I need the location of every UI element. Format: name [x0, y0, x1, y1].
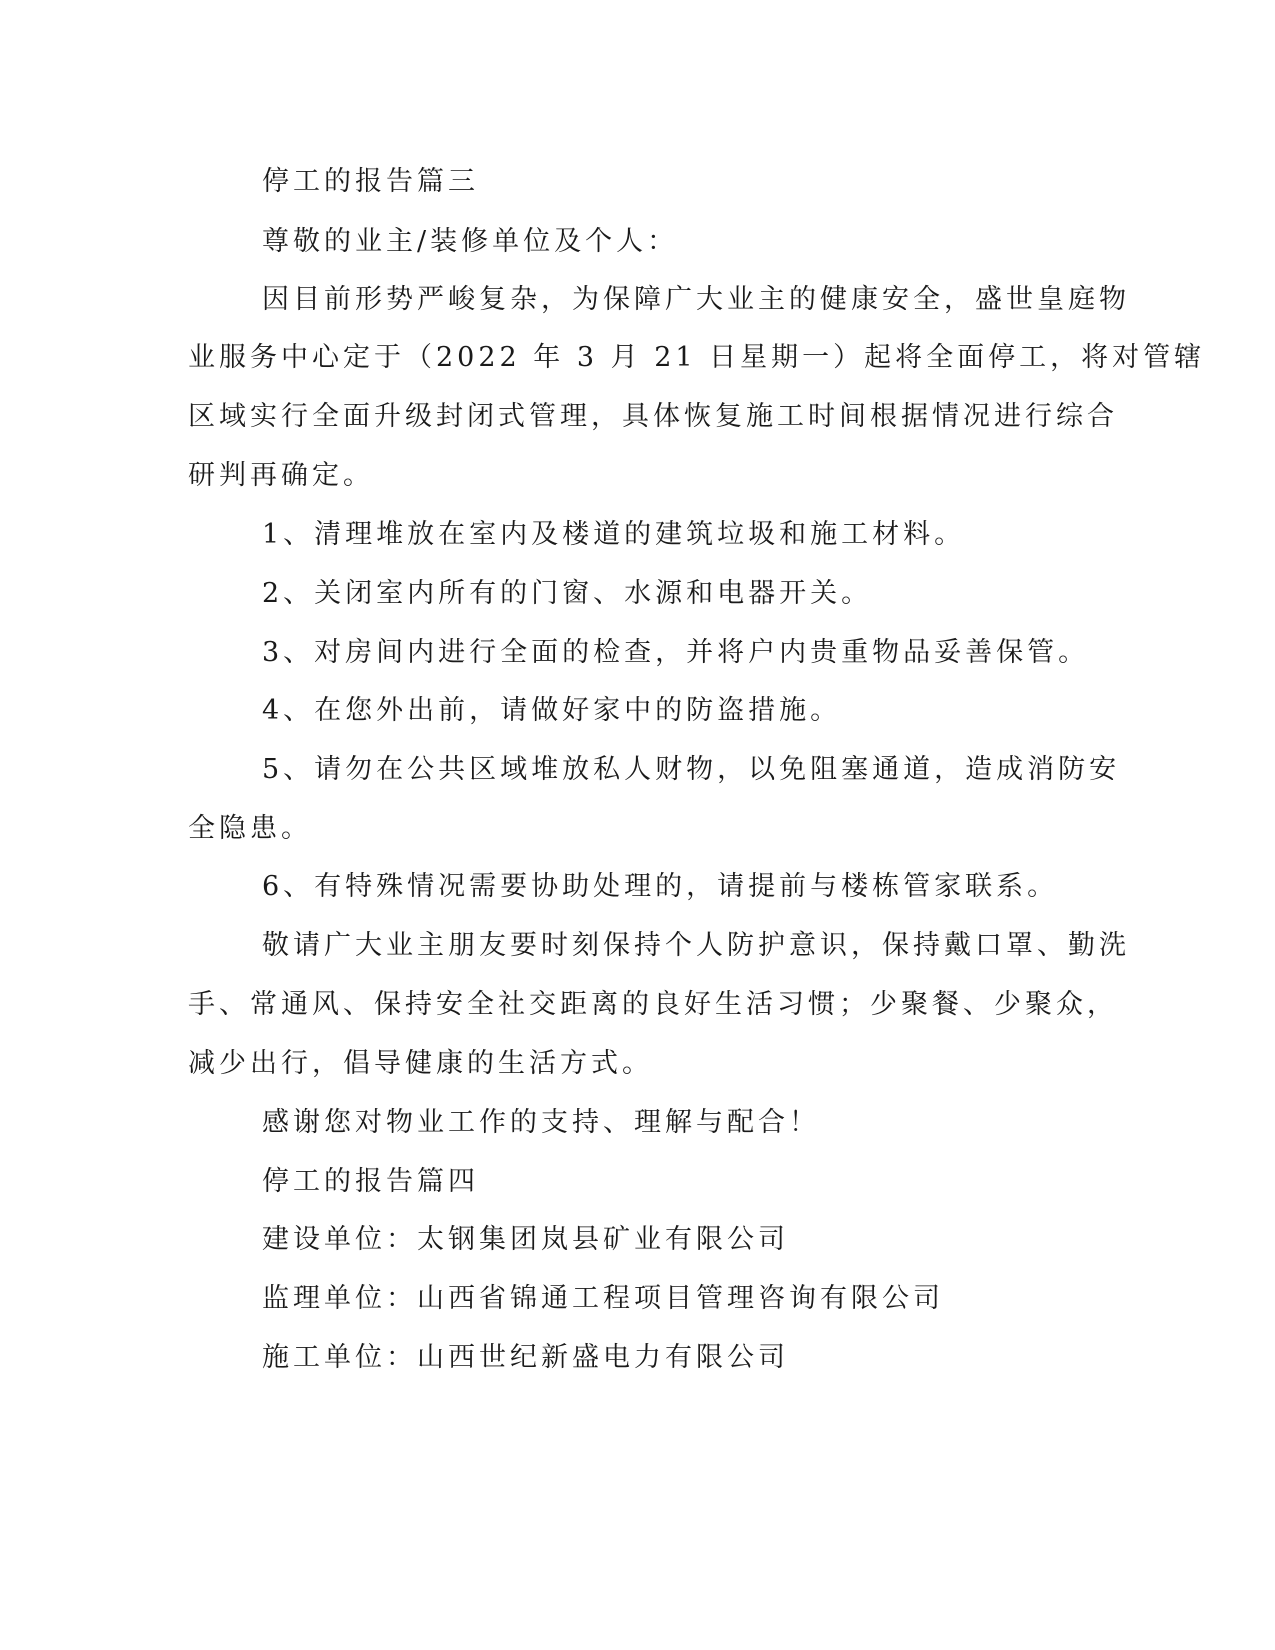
list-item: 2、关闭室内所有的门窗、水源和电器开关。 — [262, 578, 873, 609]
paragraph-line: 区域实行全面升级封闭式管理，具体恢复施工时间根据情况进行综合 — [188, 401, 1118, 432]
supervision-unit: 监理单位：山西省锦通工程项目管理咨询有限公司 — [262, 1283, 944, 1314]
list-item: 4、在您外出前，请做好家中的防盗措施。 — [262, 695, 842, 726]
paragraph-line: 敬请广大业主朋友要时刻保持个人防护意识，保持戴口罩、勤洗 — [262, 930, 1130, 961]
paragraph-line: 手、常通风、保持安全社交距离的良好生活习惯；少聚餐、少聚众， — [188, 989, 1118, 1020]
list-item: 1、清理堆放在室内及楼道的建筑垃圾和施工材料。 — [262, 519, 966, 550]
paragraph-line: 减少出行，倡导健康的生活方式。 — [188, 1048, 653, 1079]
contractor-unit: 施工单位：山西世纪新盛电力有限公司 — [262, 1342, 789, 1373]
paragraph-line: 因目前形势严峻复杂，为保障广大业主的健康安全，盛世皇庭物 — [262, 284, 1130, 315]
list-item-continuation: 全隐患。 — [188, 813, 312, 844]
list-item: 3、对房间内进行全面的检查，并将户内贵重物品妥善保管。 — [262, 637, 1090, 668]
section-heading-4: 停工的报告篇四 — [262, 1166, 479, 1197]
list-item: 5、请勿在公共区域堆放私人财物，以免阻塞通道，造成消防安 — [262, 754, 1121, 785]
list-item: 6、有特殊情况需要协助处理的，请提前与楼栋管家联系。 — [262, 871, 1059, 902]
section-heading-3: 停工的报告篇三 — [262, 166, 479, 197]
salutation: 尊敬的业主/装修单位及个人： — [262, 226, 679, 257]
paragraph-line: 业服务中心定于（2022 年 3 月 21 日星期一）起将全面停工，将对管辖 — [188, 342, 1206, 373]
closing-line: 感谢您对物业工作的支持、理解与配合！ — [262, 1107, 820, 1138]
construction-owner: 建设单位：太钢集团岚县矿业有限公司 — [262, 1224, 789, 1255]
paragraph-line: 研判再确定。 — [188, 460, 374, 491]
